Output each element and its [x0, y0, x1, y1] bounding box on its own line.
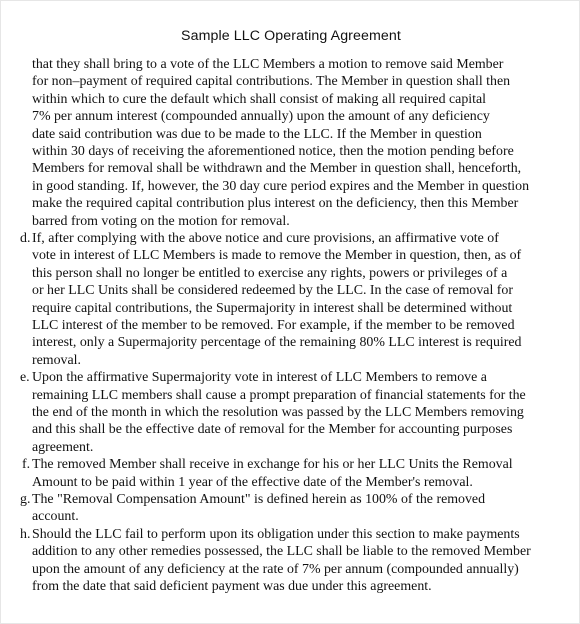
paragraph-line: that they shall bring to a vote of the LLC Members a motion to remove said Member [32, 57, 504, 72]
paragraph-line: within 30 days of receiving the aforementioned notice, then the motion pending before [32, 144, 514, 159]
list-item-marker: d. [20, 231, 31, 246]
paragraph-line: Members for removal shall be withdrawn and the Member in question shall, henceforth, [32, 161, 522, 177]
list-item-line: the end of the month in which the resolution was passed by the LLC Members removing [32, 405, 524, 420]
list-item-line: account. [32, 509, 79, 525]
list-item-line: require capital contributions, the Supermajority in interest shall be determined without [32, 300, 513, 316]
list-item-line: or her LLC Units shall be considered redeemed by the LLC. In the case of removal for [32, 283, 513, 299]
paragraph-line: 7% per annum interest (compounded annually) upon the amount of any deficiency [32, 109, 490, 125]
paragraph-line: make the required capital contribution plus interest on the deficiency, then this Member [32, 196, 519, 212]
list-item-line: Should the LLC fail to perform upon its obligation under this section to make payments [32, 526, 520, 542]
paragraph-line: in good standing. If, however, the 30 day cure period expires and the Member in question [32, 178, 530, 194]
list-item-line: agreement. [32, 439, 94, 455]
list-item-line: LLC interest of the member to be removed. For example, if the member to be removed [32, 318, 515, 333]
list-item-marker: e. [20, 370, 30, 386]
list-item-marker: g. [20, 492, 31, 507]
list-item-marker: h. [20, 526, 31, 542]
list-item-marker: f. [22, 457, 31, 473]
list-item-line: this person shall no longer be entitled to exercise any rights, powers or privileges of a [32, 265, 508, 281]
list-item-line: removal. [32, 352, 81, 368]
paragraph-line: date said contribution was due to be made to the LLC. If the Member in question [32, 126, 482, 142]
list-item-line: vote in interest of LLC Members is made to remove the Member in question, then, as of [32, 248, 522, 264]
list-item-line: Upon the affirmative Supermajority vote in interest of LLC Members to remove a [32, 370, 487, 386]
list-item-line: interest, only a Supermajority percentage of the remaining 80% LLC interest is required [32, 335, 522, 351]
list-item-line: from the date that said deficient payment was due under this agreement. [32, 579, 432, 594]
list-item-line: and this shall be the effective date of removal for the Member for accounting purposes [32, 422, 513, 438]
list-item-line: The removed Member shall receive in exchange for his or her LLC Units the Removal [32, 457, 513, 473]
list-item-line: If, after complying with the above notice and cure provisions, an affirmative vote of [32, 231, 499, 246]
document-title: Sample LLC Operating Agreement [181, 28, 401, 44]
list-item-line: remaining LLC members shall cause a prompt preparation of financial statements for the [32, 387, 526, 403]
paragraph-line: barred from voting on the motion for removal. [32, 213, 290, 229]
list-item-line: Amount to be paid within 1 year of the effective date of the Member's removal. [32, 474, 473, 490]
list-item-line: The "Removal Compensation Amount" is defined herein as 100% of the removed [32, 492, 486, 507]
paragraph-line: within which to cure the default which shall consist of making all required capital [32, 91, 487, 107]
paragraph-line: for non–payment of required capital contributions. The Member in question shall then [32, 74, 511, 90]
list-item-line: addition to any other remedies possessed, the LLC shall be liable to the removed Member [32, 544, 531, 560]
list-item-line: upon the amount of any deficiency at the rate of 7% per annum (compounded annually) [32, 561, 519, 577]
